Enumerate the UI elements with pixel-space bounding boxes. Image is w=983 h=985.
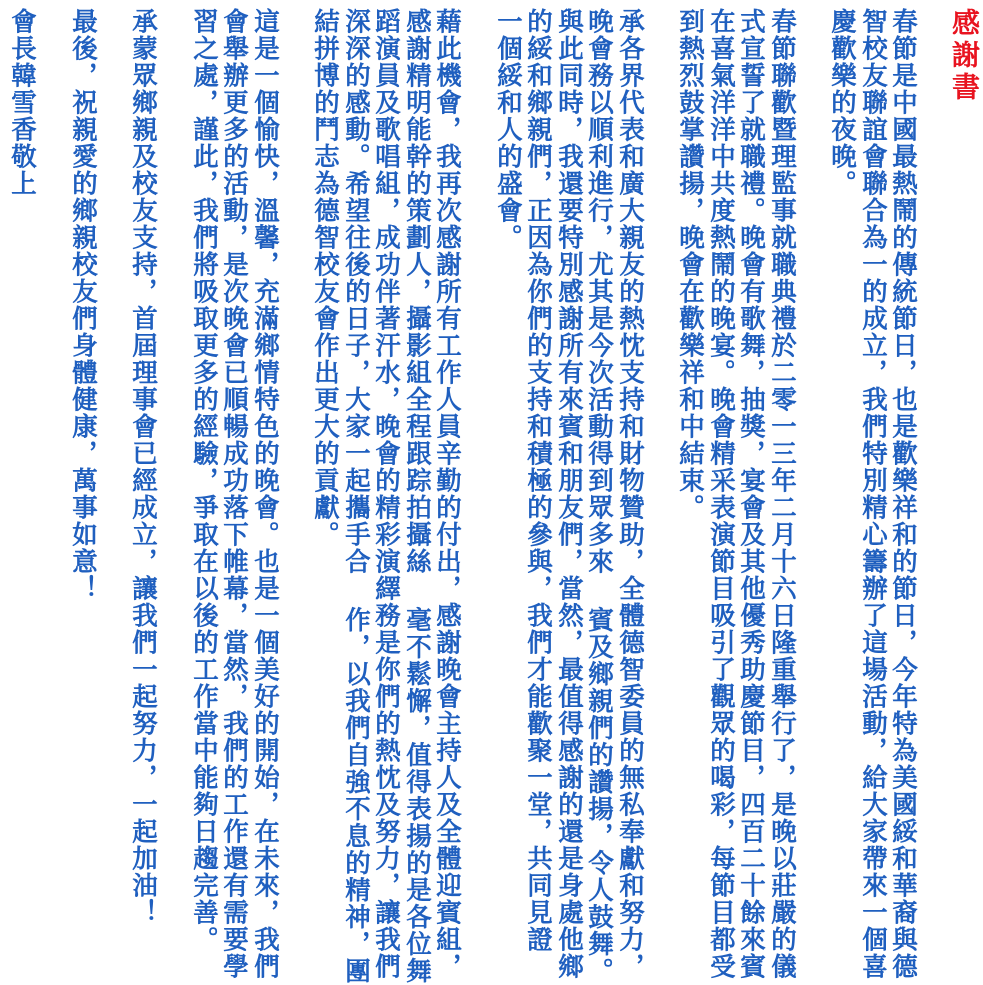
text-column: 慶歡樂的夜晚。	[827, 8, 857, 197]
text-column: 結拼博的鬥志為德智校友會作出更大的貢獻。	[310, 8, 340, 548]
text-column: 會舉辦更多的活動，是次晚會已順暢成功落下帷幕，當然，我們的工作還有需要學	[219, 8, 249, 980]
text-column: 最後，祝親愛的鄉親校友們身體健康，萬事如意！	[68, 8, 98, 602]
text-column: 感謝精明能幹的策劃人，攝影組全程跟踪拍攝絲 毫不鬆懈，值得表揚的是各位舞	[402, 8, 432, 985]
text-column: 晚會務以順利進行，尤其是今次活動得到眾多來 賓及鄉親們的讚揚，令人鼓舞。	[584, 8, 614, 985]
text-column: 的綏和鄉親們，正因為你們的支持和積極的參與，我們才能歡聚一堂，共同見證	[523, 8, 553, 953]
text-column: 春節是中國最熱鬧的傳統節日，也是歡樂祥和的節日，今年特為美國綏和華裔與德	[888, 8, 918, 980]
text-column: 春節聯歡暨理監事就職典禮於二零一三年二月十六日隆重舉行了，是晚以莊嚴的儀	[767, 8, 797, 980]
text-column: 在喜氣洋洋中共度熱鬧的晚宴。晚會精采表演節目吸引了觀眾的喝彩，每節目都受	[706, 8, 736, 980]
text-column: 承各界代表和廣大親友的熱忱支持和財物贊助，全體德智委員的無私奉獻和努力，	[615, 8, 645, 980]
text-column: 承蒙眾鄉親及校友支持，首屆理事會已經成立，讓我們一起努力，一起加油！	[128, 8, 158, 926]
text-column: 一個綏和人的盛會。	[493, 8, 523, 251]
text-column: 習之處，謹此，我們將吸取更多的經驗，爭取在以後的工作當中能夠日趨完善。	[189, 8, 219, 953]
text-column: 式宣誓了就職禮。晚會有歌舞，抽獎，宴會及其他優秀助慶節目，四百二十餘來賓	[736, 8, 766, 980]
signature-line: 會長韓雪香敬上	[7, 8, 37, 197]
text-column: 蹈演員及歌唱組，成功伴著汗水，晚會的精彩演繹務是你們的熱忱及努力，讓我們	[371, 8, 401, 980]
letter-title: 感謝書	[948, 8, 981, 104]
text-column: 藉此機會，我再次感謝所有工作人員辛勤的付出，感謝晚會主持人及全體迎賓組，	[432, 8, 462, 980]
text-column: 智校友聯誼會聯合為一的成立，我們特別精心籌辦了這場活動，給大家帶來一個喜	[858, 8, 888, 980]
text-column: 深深的感動。希望往後的日子，大家一起攜手合 作，以我們自強不息的精神，團	[341, 8, 371, 985]
text-column: 這是一個愉快，溫馨，充滿鄉情特色的晚會。也是一個美好的開始，在未來，我們	[250, 8, 280, 980]
text-column: 到熱烈鼓掌讚揚，晚會在歡樂祥和中結束。	[675, 8, 705, 521]
text-column: 與此同時，我還要特別感謝所有來賓和朋友們，當然，最值得感謝的還是身處他鄉	[554, 8, 584, 980]
